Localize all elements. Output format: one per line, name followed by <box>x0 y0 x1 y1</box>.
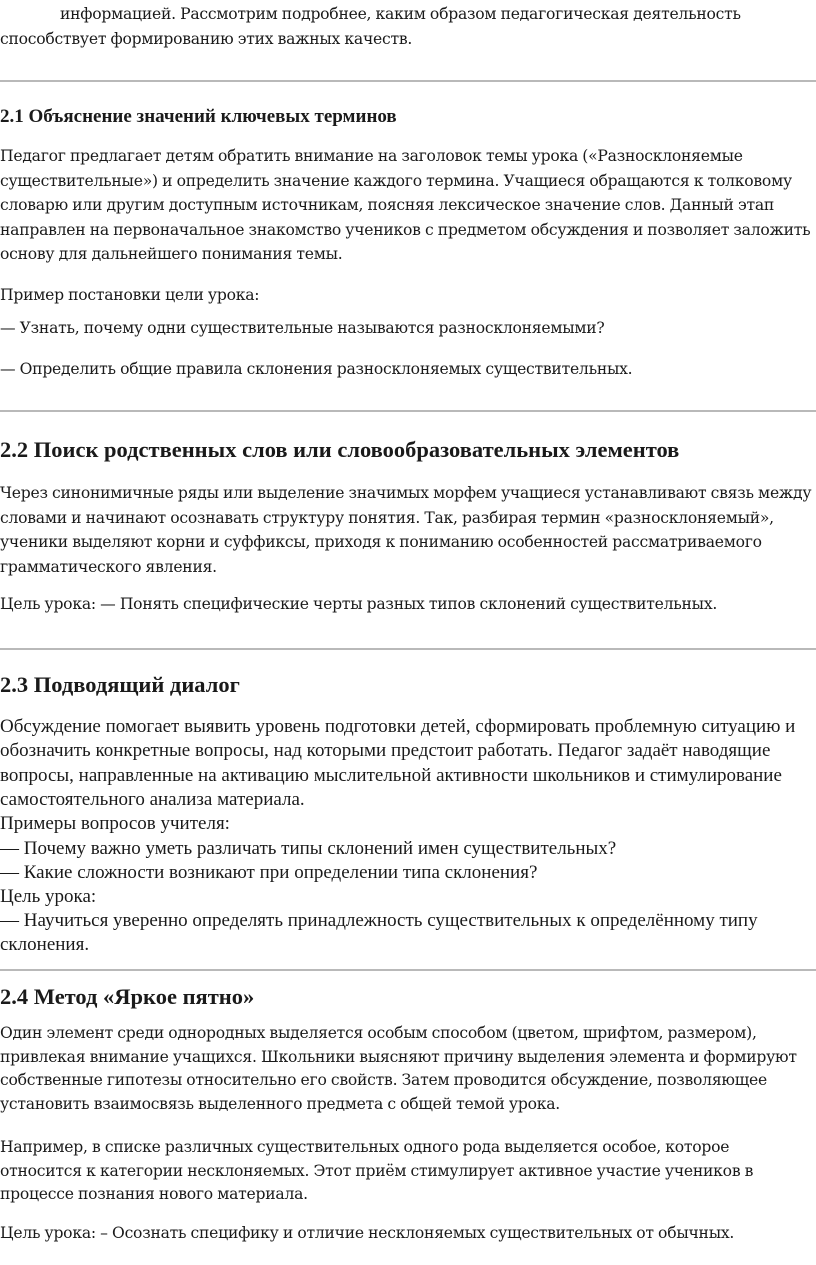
section-heading-2-3: 2.3 Подводящий диалог <box>0 672 240 697</box>
questions-label: Примеры вопросов учителя: <box>0 813 230 834</box>
section-divider <box>0 648 816 650</box>
goal-item-2: — Определить общие правила склонения разносклоняемых существительных. <box>0 360 633 378</box>
section-2-1-paragraph: Педагог предлагает детям обратить внимание на заголовок темы урока («Разносклоняемые существительные») и определить значение каждого термина. Учащиеся обращаются к толковому словарю или другим доступным источникам, поясняя лексическое значение слов. Данный этап направлен на первоначальное знакомство учеников с предметом обсуждения и позволяет заложить основу для дальнейшего понимания темы. <box>0 147 811 263</box>
intro-paragraph <box>0 2 812 51</box>
section-2-4-goal: Цель урока: – Осознать специфику и отличие несклоняемых существительных от обычных. <box>0 1224 735 1242</box>
section-heading-2-2: 2.2 Поиск родственных слов или словообразовательных элементов <box>0 437 680 462</box>
section-2-3-paragraph: Обсуждение помогает выявить уровень подготовки детей, сформировать проблемную ситуацию и обозначить конкретные вопросы, над которыми предстоит работать. Педагог задаёт наводящие вопросы, направленные на активацию мыслительной активности школьников и стимулирование самостоятельного анализа материала. <box>0 716 796 811</box>
section-2-4-paragraph-2: Например, в списке различных существительных одного рода выделяется особое, которое относится к категории несклоняемых. Этот приём стимулирует активное участие учеников в процессе познания нового материала. <box>0 1138 754 1203</box>
section-heading-2-1: 2.1 Объяснение значений ключевых терминов <box>0 106 397 127</box>
section-2-2-goal: Цель урока: — Понять специфические черты разных типов склонений существительных. <box>0 595 718 613</box>
section-divider <box>0 969 816 971</box>
section-2-2-paragraph: Через синонимичные ряды или выделение значимых морфем учащиеся устанавливают связь между словами и начинают осознавать структуру понятия. Так, разбирая термин «разносклоняемый», ученики выделяют корни и суффиксы, приходя к пониманию особенностей рассматриваемого грамматического явления. <box>0 484 812 576</box>
question-item-1: — Почему важно уметь различать типы склонений имен существительных? <box>0 838 617 859</box>
section-2-4-paragraph-1: Один элемент среди однородных выделяется особым способом (цветом, шрифтом, размером), привлекая внимание учащихся. Школьники выясняют причину выделения элемента и формируют собственные гипотезы относительно его свойств. Затем проводится обсуждение, позволяющее установить взаимосвязь выделенного предмета с общей темой урока. <box>0 1024 797 1113</box>
section-2-3-goal-label: Цель урока: <box>0 886 97 907</box>
section-heading-2-4: 2.4 Метод «Яркое пятно» <box>0 984 255 1009</box>
question-item-2: — Какие сложности возникают при определении типа склонения? <box>0 862 538 883</box>
section-2-3-goal: — Научиться уверенно определять принадлежность существительных к определённому типу склонения. <box>0 910 758 956</box>
section-divider <box>0 80 816 82</box>
example-label: Пример постановки цели урока: <box>0 286 260 304</box>
intro-line-2: способствует формированию этих важных качеств. <box>0 29 413 48</box>
goal-item-1: — Узнать, почему одни существительные называются разносклоняемыми? <box>0 319 605 337</box>
section-divider <box>0 410 816 412</box>
intro-line-1: информацией. Рассмотрим подробнее, каким образом педагогическая деятельность <box>60 5 741 23</box>
